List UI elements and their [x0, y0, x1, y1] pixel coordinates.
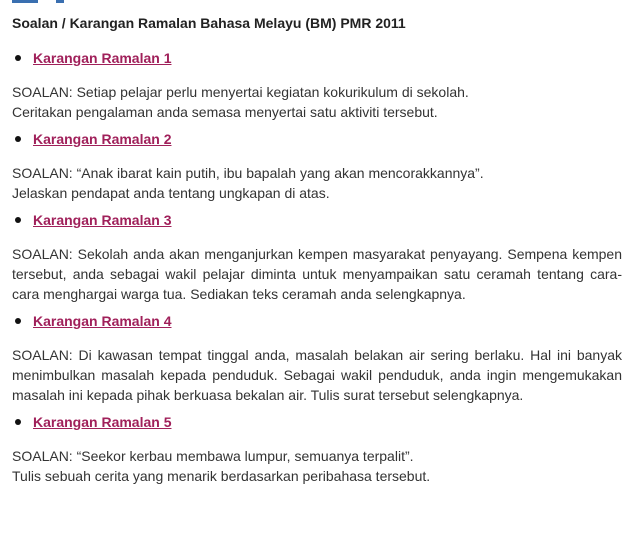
bullet-icon: [15, 318, 21, 324]
list-item-head: [12, 413, 622, 431]
karangan-ramalan-4-link[interactable]: Karangan Ramalan 4: [33, 313, 172, 329]
bullet-icon: [15, 55, 21, 61]
question-text: SOALAN: Setiap pelajar perlu menyertai kegiatan kokurikulum di sekolah. Ceritakan pengalaman anda semasa menyertai satu aktiviti tersebut.: [12, 84, 469, 120]
list-item-head: [12, 49, 622, 67]
karangan-ramalan-5-link[interactable]: Karangan Ramalan 5: [33, 414, 172, 430]
list-item-head: [12, 130, 622, 148]
question-text: SOALAN: “Anak ibarat kain putih, ibu bapalah yang akan mencorakkannya”. Jelaskan pendapat anda tentang ungkapan di atas.: [12, 165, 484, 201]
header-decoration: [12, 0, 38, 3]
list-item-head: [12, 211, 622, 229]
list-item: [12, 211, 622, 304]
post-content: [12, 14, 622, 494]
list-item: [12, 130, 622, 203]
bullet-icon: [15, 217, 21, 223]
page-title: Soalan / Karangan Ramalan Bahasa Melayu (BM) PMR 2011: [12, 15, 406, 31]
karangan-ramalan-2-link[interactable]: Karangan Ramalan 2: [33, 131, 172, 147]
list-item: [12, 49, 622, 122]
list-item: [12, 413, 622, 486]
question-text: SOALAN: Sekolah anda akan menganjurkan kempen masyarakat penyayang. Sempena kempen tersebut, anda sebagai wakil pelajar diminta untuk menyampaikan satu ceramah tentang cara-cara menghargai warga tua. Sediakan teks ceramah anda selengkapnya.: [12, 246, 622, 302]
bullet-icon: [15, 419, 21, 425]
question-text: SOALAN: “Seekor kerbau membawa lumpur, semuanya terpalit”. Tulis sebuah cerita yang menarik berdasarkan peribahasa tersebut.: [12, 448, 431, 484]
bullet-icon: [15, 136, 21, 142]
header-decoration-small: [56, 0, 64, 3]
karangan-ramalan-3-link[interactable]: Karangan Ramalan 3: [33, 212, 172, 228]
list-item-head: [12, 312, 622, 330]
karangan-ramalan-1-link[interactable]: Karangan Ramalan 1: [33, 50, 172, 66]
question-text: SOALAN: Di kawasan tempat tinggal anda, masalah belakan air sering berlaku. Hal ini banyak menimbulkan masalah kepada penduduk. Sebagai wakil penduduk, anda ingin mengemukakan masalah ini kepada pihak berkuasa bekalan air. Tulis surat tersebut selengkapnya.: [12, 347, 622, 403]
list-item: [12, 312, 622, 405]
